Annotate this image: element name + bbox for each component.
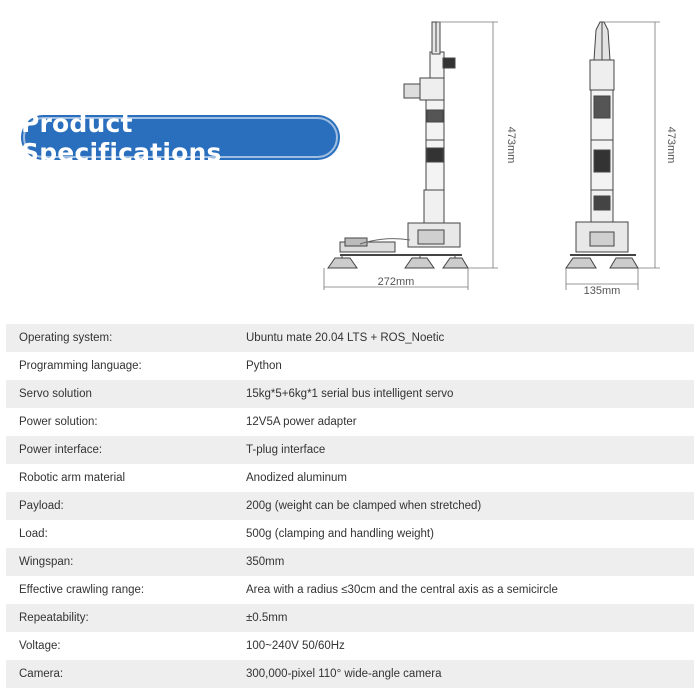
spec-row <box>6 632 694 660</box>
spec-value: 350mm <box>246 556 285 568</box>
spec-label: Load: <box>19 528 48 540</box>
spec-label: Robotic arm material <box>19 472 126 484</box>
spec-row <box>6 548 694 576</box>
width-label-side: 272mm <box>377 276 415 288</box>
spec-row <box>6 492 694 520</box>
spec-row <box>6 324 694 352</box>
spec-row <box>6 352 694 380</box>
spec-value: 200g (weight can be clamped when stretched) <box>246 500 482 512</box>
spec-value: ±0.5mm <box>246 612 288 624</box>
spec-row <box>6 604 694 632</box>
spec-label: Operating system: <box>19 332 113 344</box>
spec-label: Power interface: <box>19 444 103 456</box>
spec-label: Programming language: <box>19 360 142 372</box>
spec-label: Power solution: <box>19 416 98 428</box>
spec-label: Servo solution <box>19 388 92 400</box>
spec-row <box>6 380 694 408</box>
spec-value: Python <box>246 360 282 372</box>
robot-arm-front-view <box>566 22 638 268</box>
spec-label: Repeatability: <box>19 612 89 624</box>
spec-value: 100~240V 50/60Hz <box>246 640 345 652</box>
header <box>0 0 700 320</box>
height-label-side: 473mm <box>505 126 517 164</box>
spec-value: Area with a radius ≤30cm and the central axis as a semicircle <box>246 584 558 596</box>
spec-row <box>6 464 694 492</box>
spec-value: 500g (clamping and handling weight) <box>246 528 434 540</box>
spec-value: 12V5A power adapter <box>246 416 357 428</box>
spec-label: Camera: <box>19 668 64 680</box>
spec-row <box>6 408 694 436</box>
spec-row <box>6 576 694 604</box>
spec-label: Wingspan: <box>19 556 74 568</box>
dimension-drawings <box>0 0 700 320</box>
spec-value: T-plug interface <box>246 444 326 456</box>
spec-value: 300,000-pixel 110° wide-angle camera <box>246 668 442 680</box>
spec-value: Ubuntu mate 20.04 LTS + ROS_Noetic <box>246 332 445 344</box>
spec-table <box>6 324 694 688</box>
spec-label: Effective crawling range: <box>19 584 145 596</box>
robot-arm-side-view <box>328 22 468 268</box>
spec-row <box>6 660 694 688</box>
spec-row <box>6 520 694 548</box>
spec-value: Anodized aluminum <box>246 472 348 484</box>
spec-value: 15kg*5+6kg*1 serial bus intelligent servo <box>246 388 454 400</box>
page-title: Product Specifications <box>21 115 340 160</box>
height-label-front: 473mm <box>665 126 677 164</box>
spec-row <box>6 436 694 464</box>
width-label-front: 135mm <box>583 285 621 297</box>
spec-label: Voltage: <box>19 640 61 652</box>
spec-label: Payload: <box>19 500 64 512</box>
